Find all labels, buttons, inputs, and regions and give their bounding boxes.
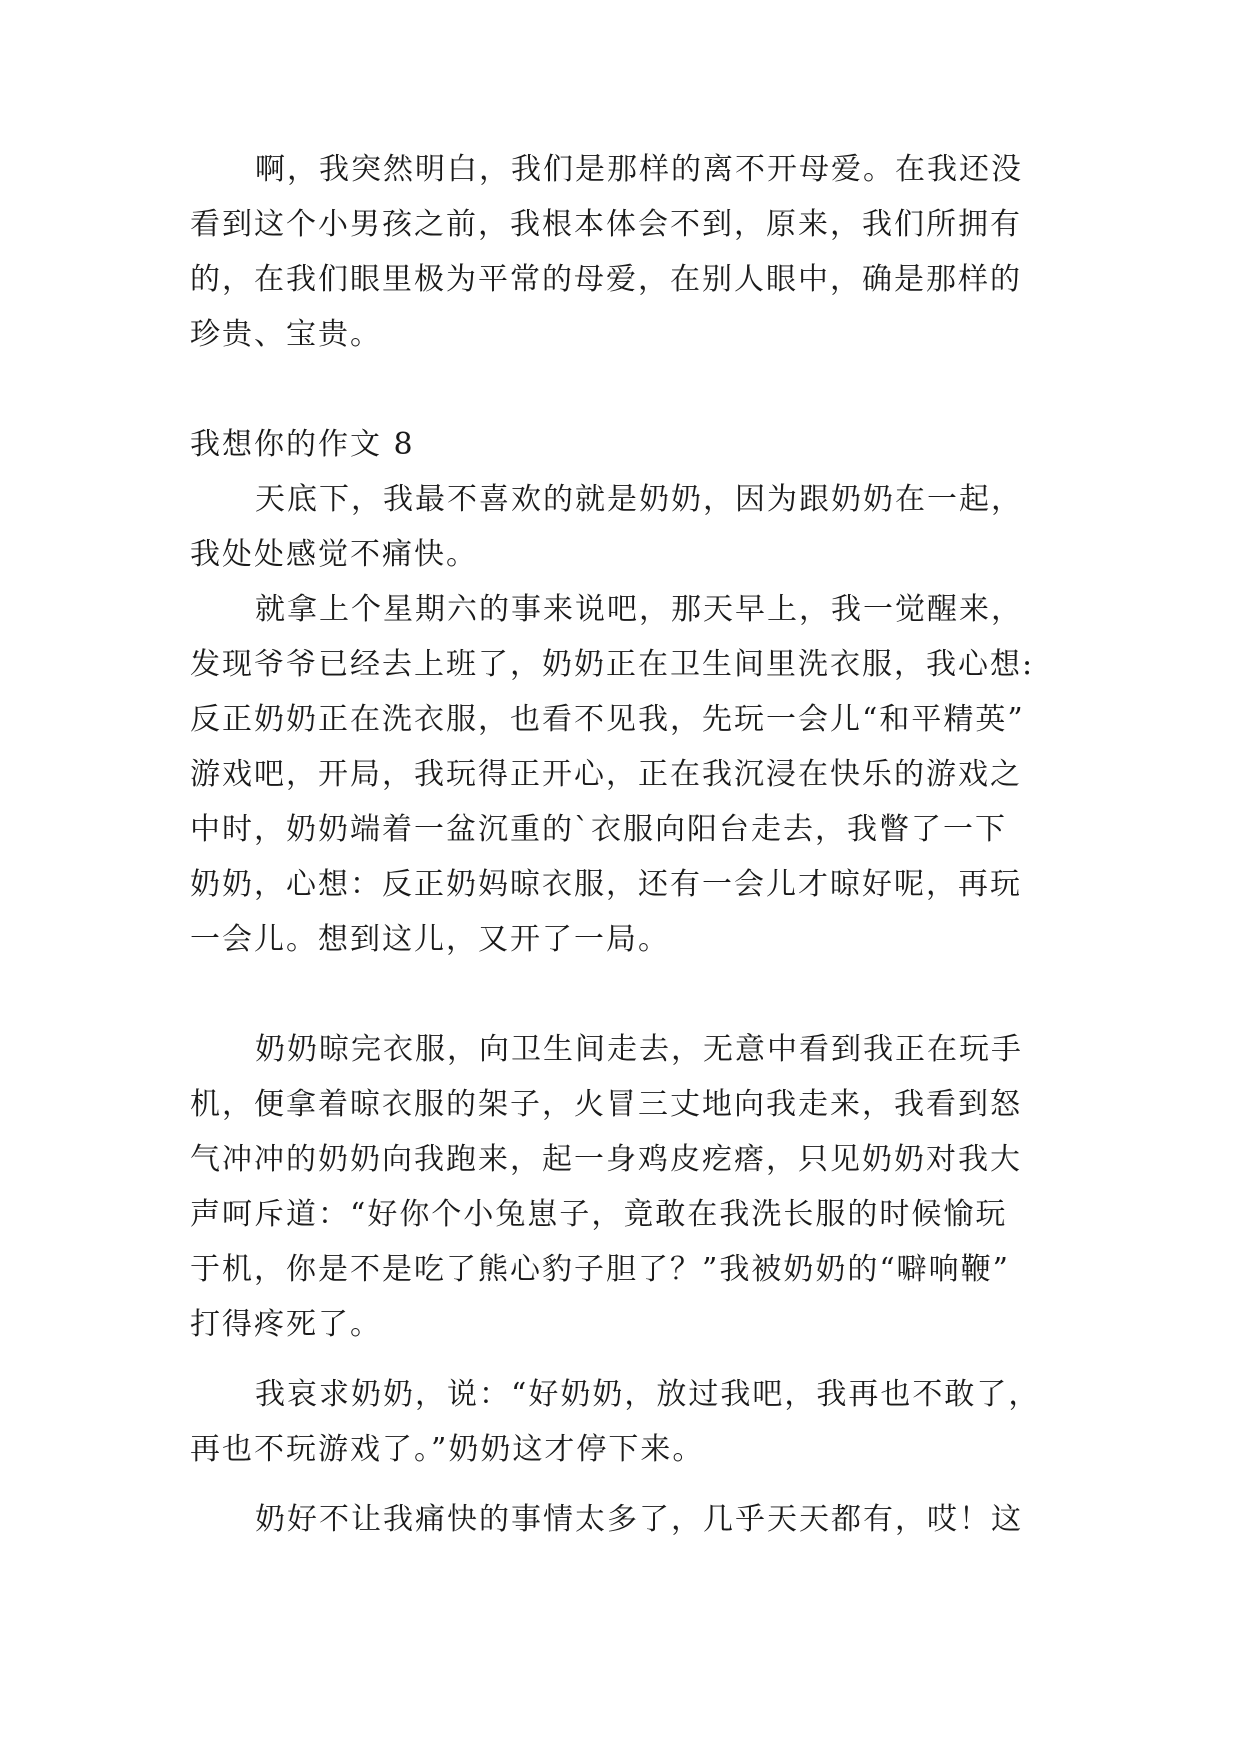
paragraph-3-line-3: 反正奶奶正在洗衣服，也看不见我，先玩一会儿“和平精英”	[190, 702, 1025, 737]
paragraph-4-line-3: 气冲冲的奶奶向我跑来，起一身鸡皮疙瘩，只见奶奶对我大	[190, 1142, 1022, 1177]
paragraph-2-line-1: 天底下，我最不喜欢的就是奶奶，因为跟奶奶在一起，	[255, 482, 1023, 517]
paragraph-3-line-1: 就拿上个星期六的事来说吧，那天早上，我一觉醒来，	[255, 592, 1023, 627]
paragraph-3-line-5: 中时，奶奶端着一盆沉重的`衣服向阳台走去，我瞥了一下	[190, 812, 1007, 847]
paragraph-5-line-1: 我哀求奶奶，说：“好奶奶，放过我吧，我再也不敢了，	[255, 1377, 1041, 1412]
paragraph-1-line-2: 看到这个小男孩之前，我根本体会不到，原来，我们所拥有	[190, 207, 1022, 242]
section-heading: 我想你的作文 8	[190, 427, 415, 462]
paragraph-4-line-6: 打得疼死了。	[190, 1307, 382, 1342]
paragraph-4-line-1: 奶奶晾完衣服，向卫生间走去，无意中看到我正在玩手	[255, 1032, 1023, 1067]
paragraph-4-line-4: 声呵斥道：“好你个小兔崽子，竟敢在我洗长服的时候愉玩	[190, 1197, 1008, 1232]
paragraph-3-line-2: 发现爷爷已经去上班了，奶奶正在卫生间里洗衣服，我心想:	[190, 647, 1035, 682]
paragraph-1-line-3: 的，在我们眼里极为平常的母爱，在别人眼中，确是那样的	[190, 262, 1022, 297]
paragraph-3-line-7: 一会儿。想到这儿，又开了一局。	[190, 922, 670, 957]
paragraph-1-line-4: 珍贵、宝贵。	[190, 317, 382, 352]
paragraph-4-line-5: 于机，你是不是吃了熊心豹子胆了？”我被奶奶的“噼响鞭”	[190, 1252, 1011, 1287]
paragraph-1-line-1: 啊，我突然明白，我们是那样的离不开母爱。在我还没	[255, 152, 1023, 187]
paragraph-3-line-6: 奶奶，心想：反正奶妈晾衣服，还有一会儿才晾好呢，再玩	[190, 867, 1022, 902]
paragraph-3-line-4: 游戏吧，开局，我玩得正开心，正在我沉浸在快乐的游戏之	[190, 757, 1022, 792]
paragraph-5-line-2: 再也不玩游戏了。”奶奶这才停下来。	[190, 1432, 705, 1467]
paragraph-6-line-1: 奶好不让我痛快的事情太多了，几乎天天都有，哎！这	[255, 1502, 1023, 1537]
paragraph-2-line-2: 我处处感觉不痛快。	[190, 537, 478, 572]
paragraph-4-line-2: 机，便拿着晾衣服的架子，火冒三丈地向我走来，我看到怒	[190, 1087, 1022, 1122]
